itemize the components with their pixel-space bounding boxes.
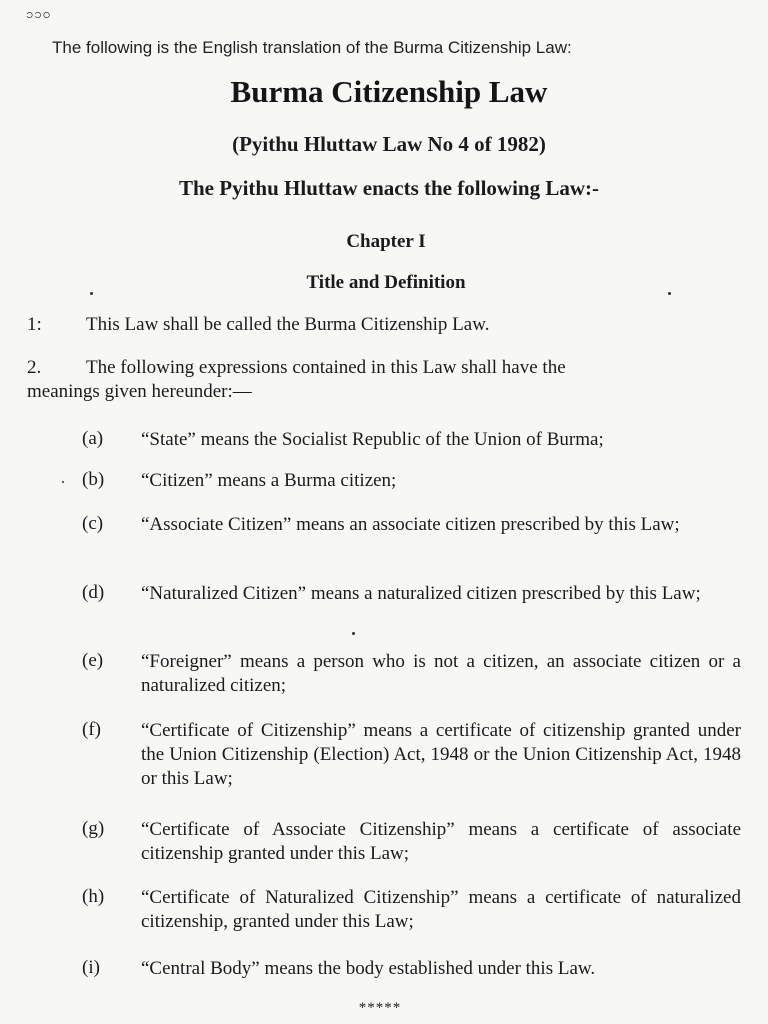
definition-letter-e: (e) bbox=[82, 650, 104, 671]
definition-text-c: “Associate Citizen” means an associate citizen prescribed by this Law; bbox=[141, 514, 680, 535]
definition-letter-d: (d) bbox=[82, 582, 105, 603]
definition-text-h: “Certificate of Naturalized Citizenship” means a certificate of naturalized citizenship, granted under this Law; bbox=[141, 887, 741, 932]
definition-letter-b: (b) bbox=[82, 469, 105, 490]
section-number-2: 2. bbox=[27, 357, 42, 378]
section-text-1: This Law shall be called the Burma Citizenship Law. bbox=[86, 314, 490, 335]
chapter-title: Title and Definition bbox=[306, 272, 466, 293]
definition-text-a: “State” means the Socialist Republic of the Union of Burma; bbox=[141, 429, 604, 450]
scan-speck bbox=[352, 632, 355, 635]
scan-speck bbox=[90, 292, 93, 295]
document-title: Burma Citizenship Law bbox=[230, 74, 548, 109]
definition-text-d: “Naturalized Citizen” means a naturalized citizen prescribed by this Law; bbox=[141, 583, 701, 604]
definition-letter-f: (f) bbox=[82, 719, 101, 740]
definition-text-e: “Foreigner” means a person who is not a citizen, an associate citizen or a naturalized citizen; bbox=[141, 651, 741, 696]
law-number-subtitle: (Pyithu Hluttaw Law No 4 of 1982) bbox=[232, 132, 546, 156]
scan-speck bbox=[62, 481, 64, 483]
definition-text-g: “Certificate of Associate Citizenship” means a certificate of associate citizenship granted under this Law; bbox=[141, 819, 741, 864]
definition-letter-h: (h) bbox=[82, 886, 105, 907]
section-text-2-line2: meanings given hereunder:— bbox=[27, 381, 252, 402]
section-text-2-line1: The following expressions contained in this Law shall have the bbox=[86, 357, 566, 378]
scan-speck bbox=[668, 292, 671, 295]
definition-text-f: “Certificate of Citizenship” means a certificate of citizenship granted under the Union Citizenship (Election) Act, 1948 or the Union Citizenship Act, 1948 or this Law; bbox=[141, 720, 741, 789]
chapter-heading: Chapter I bbox=[346, 231, 426, 252]
definition-text-i: “Central Body” means the body established under this Law. bbox=[141, 958, 596, 979]
enactment-clause: The Pyithu Hluttaw enacts the following Law:- bbox=[179, 176, 599, 200]
definition-text-b: “Citizen” means a Burma citizen; bbox=[141, 470, 397, 491]
page-number: ၁၁၀ bbox=[26, 7, 51, 22]
definition-letter-i: (i) bbox=[82, 957, 100, 978]
translation-note: The following is the English translation of the Burma Citizenship Law: bbox=[52, 38, 572, 57]
section-number-1: 1: bbox=[27, 314, 42, 335]
definition-letter-g: (g) bbox=[82, 818, 105, 839]
definition-letter-c: (c) bbox=[82, 513, 104, 534]
definition-letter-a: (a) bbox=[82, 428, 104, 449]
end-mark: ***** bbox=[358, 1000, 402, 1016]
